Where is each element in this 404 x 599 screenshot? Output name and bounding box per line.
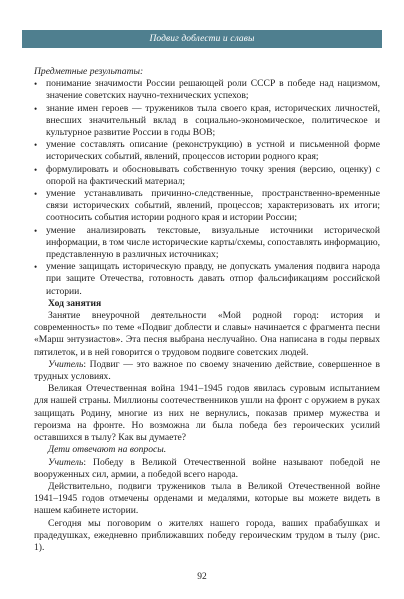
- paragraph: Учитель: Подвиг — это важное по своему значению действие, совершенное в трудных условиях.: [34, 358, 380, 383]
- list-item: • умение устанавливать причинно-следственные, пространственно-временные связи исторических событий, явлений, процессов; характеризовать их итоги; соотносить события истории родного края и истории России;: [34, 188, 380, 224]
- paragraph: Занятие внеурочной деятельности «Мой родной город: история и современность» по теме «Подвиг доблести и славы» начинается с фрагмента песни «Марш энтузиастов». Эта песня выбрана неслучайно. Она написана в годы первых пятилеток, и в ней говорится о трудовом подвиге советских людей.: [34, 310, 380, 358]
- running-header-title: Подвиг доблести и славы: [149, 34, 255, 44]
- speaker-label: Учитель: [48, 456, 84, 468]
- results-list: [34, 78, 380, 298]
- speaker-label: Учитель: [48, 358, 84, 370]
- list-item: • понимание значимости России решающей роли СССР в победе над нацизмом, значение советских научно-технических успехов;: [34, 78, 380, 102]
- bullet-icon: •: [34, 225, 38, 236]
- results-heading: Предметные результаты:: [34, 66, 144, 77]
- list-item: • умение защищать историческую правду, не допускать умаления подвига народа при защите Отечества, готовность давать отпор фальсификациям российской истории.: [34, 261, 380, 297]
- page-body: [34, 66, 380, 554]
- bullet-icon: •: [34, 140, 38, 151]
- list-item: • умение анализировать текстовые, визуальные источники исторической информации, в том числе исторические карты/схемы, сопоставлять информацию, представленную в различных источниках;: [34, 224, 381, 261]
- paragraph: Действительно, подвиги тружеников тыла в Великой Отечественной войне 1941–1945 годов отмечены орденами и медалями, которые вы можете видеть в нашем кабинете истории.: [34, 480, 380, 517]
- list-item: • знание имен героев — тружеников тыла своего края, исторических личностей, внесших значительный вклад в социально-экономическое, политическое и культурное развитие России в годы ВОВ;: [34, 102, 380, 139]
- page-number: 92: [197, 572, 207, 582]
- list-item: • умение составлять описание (реконструкцию) в устной и письменной форме исторических событий, явлений, процессов истории родного края;: [34, 139, 380, 163]
- bullet-icon: •: [34, 164, 38, 175]
- bullet-icon: •: [34, 189, 38, 200]
- list-item: • формулировать и обосновывать собственную точку зрения (версию, оценку) с опорой на фактический материал;: [34, 163, 380, 187]
- running-header: [22, 30, 382, 48]
- bullet-icon: •: [34, 79, 38, 90]
- paragraph: Великая Отечественная война 1941–1945 годов явилась суровым испытанием для нашей страны. Миллионы соотечественников ушли на фронт с оружием в руках защищать Родину, многие из них не вернулись, показав пример мужества и героизма на фронте. Но возможна ли была победа без героических усилий оставшихся в тылу? Как вы думаете?: [34, 383, 380, 444]
- paragraph: Учитель: Победу в Великой Отечественной войне называют победой не вооруженных сил, армии, а победой всего народа.: [34, 456, 380, 480]
- paragraph: Сегодня мы поговорим о жителях нашего города, ваших прабабушках и прадедушках, ежедневно приближавших победу героическим трудом в тылу (рис. 1).: [34, 517, 380, 553]
- stage-direction: Дети отвечают на вопросы.: [48, 444, 167, 456]
- bullet-icon: •: [34, 103, 38, 114]
- lesson-heading: Ход занятия: [48, 297, 102, 309]
- bullet-icon: •: [34, 262, 38, 273]
